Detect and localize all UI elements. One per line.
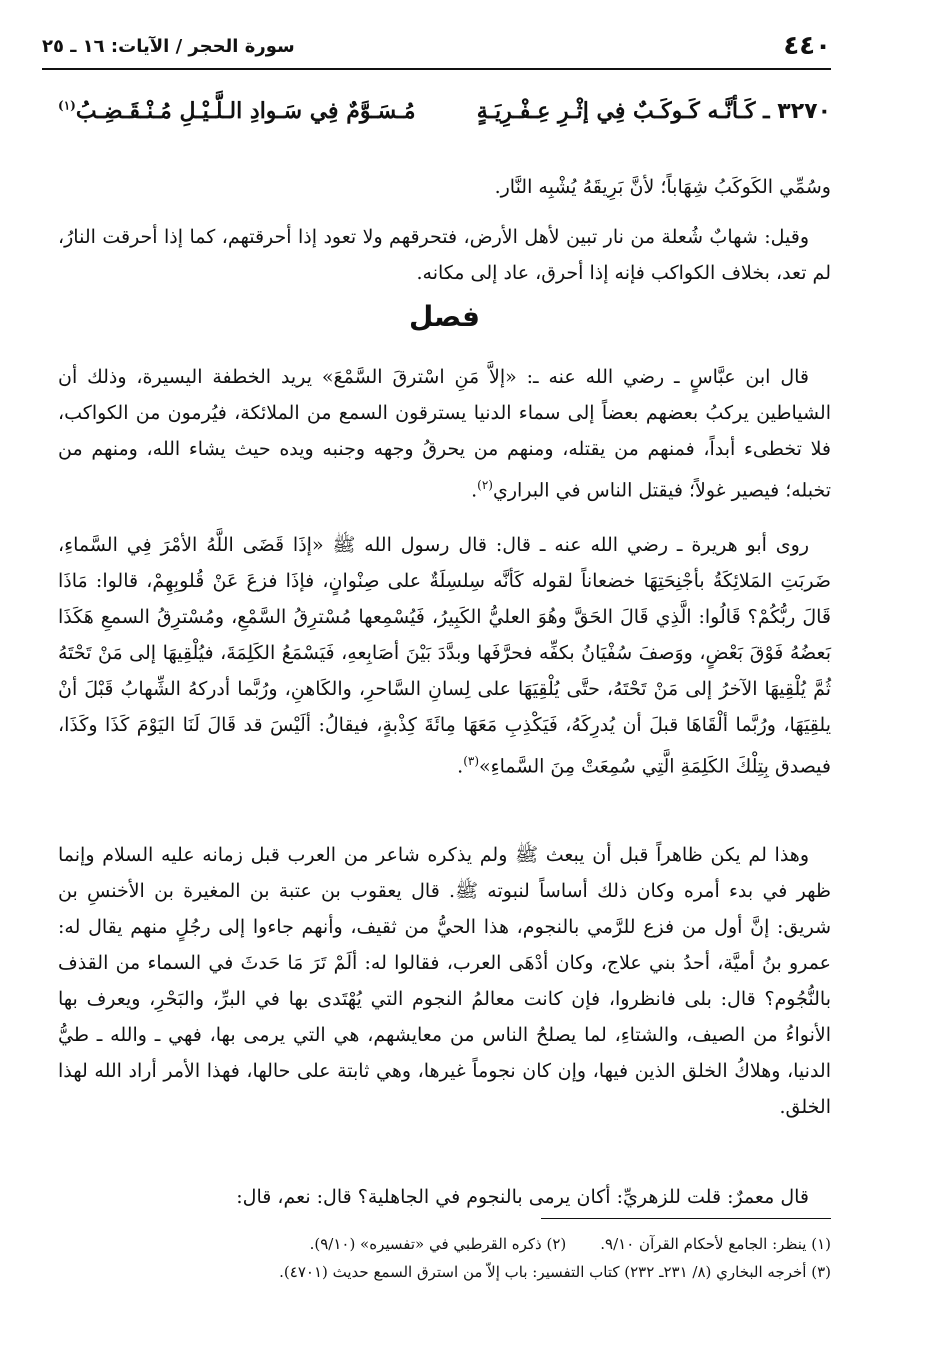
footnote-3: (٣) أخرجه البخاري (٨/ ٢٣١ـ ٢٣٢) كتاب التفسير: باب إلاّ من استرق السمع حديث (٤٧٠١).: [279, 1263, 831, 1281]
footnote-divider: [541, 1218, 831, 1219]
paragraph-end: .: [471, 479, 478, 502]
poetry-verse: [58, 98, 831, 124]
paragraph: وقيل: شهابٌ شُعلة من نار تبين لأهل الأرض، فتحرقهم ولا تعود إذا أحرقتهم، كما إذا أحرقت النارُ، لم تعد، بخلاف الكواكب فإنه إذا أحرق، عاد إلى مكانه.: [58, 226, 831, 284]
verse-first-text: ـ كَـأنَّـه كَـوكَـبٌ فِي إثْـرِ عِـفْـرِيَـةٍ: [476, 98, 770, 124]
footnote-2: (٢) ذكره القرطبي في «تفسيره» (٩/١٠).: [309, 1235, 567, 1253]
paragraph-end: .: [457, 755, 464, 778]
paragraph: [58, 527, 831, 784]
running-head: سورة الحجر / الآيات: ١٦ ـ ٢٥: [42, 35, 295, 57]
verse-second-text: مُـسَـوَّمٌ فِي سَـوادِ الـلَّـيْـلِ مُـنْـقَـضِـبُ: [75, 98, 416, 124]
footnote-line: [58, 1230, 831, 1258]
footnotes: [58, 1230, 831, 1286]
paragraph: وسُمِّي الكَوكَبُ شِهَاباً؛ لأنَّ بَرِيقَهُ يُشْبِه النَّار.: [494, 176, 831, 198]
footnote-ref: (٣): [463, 754, 480, 768]
page-header: [42, 28, 831, 70]
paragraph: قال معمرٌ: قلت للزهريِّ: أكان يرمى بالنجوم في الجاهلية؟ قال: نعم، قال:: [236, 1186, 809, 1208]
paragraph: وهذا لم يكن ظاهراً قبل أن يبعث ﷺ ولم يذكره شاعر من العرب قبل زمانه عليه السلام وإنما ظهر في بدء أمره وكان ذلك أساساً لنبوته ﷺ. قال يعقوب بن عتبة بن المغيرة بن الأخنسِ بن شريق: إنَّ أول من فزع للرَّمي بالنجوم، هذا الحيُّ من ثقيف، وأنهم جاءوا إلى رجُلٍ منهم يقال له: عمرو بنُ أميَّة، أحدُ بني علاج، وكان أدْهَى العرب، فقالوا له: ألَمْ تَرَ مَا حَدثَ في السماء من القذف بالنُّجُوم؟ قال: بلى فانظروا، فإن كانت معالمُ النجوم التي يُهْتَدى بها في البرِّ، والبَحْرِ، ويعرف بها الأنواءُ من الصيف، والشتاءِ، لما يصلحُ الناس من معايشهم، هي التي يرمى بها، فهي ـ والله ـ طيُّ الدنيا، وهلاكُ الخلق الذين فيها، وإن كان نجوماً غيرها، وهي ثابتة على حالها، فهذا الأمر أراد الله لهذا الخلق.: [58, 844, 831, 1118]
verse-number: ٣٢٧٠: [777, 99, 831, 124]
verse-first-hemistich: [477, 98, 831, 124]
footnote-line: [58, 1258, 831, 1286]
paragraph-text: روى أبو هريرة ـ رضي الله عنه ـ قال: قال رسول الله ﷺ «إذَا قَضَى اللَّهُ الأمْرَ فِي السَّماءِ، ضَربَتِ المَلائِكَةُ بأجْنِحَتِهَا خضعاناً لقوله كَأنَّه سِلسِلَةٌ على صِنْوانٍ، فإذَا فزعَ عَنْ قُلوبِهِمْ، قالوا: مَاذَا قَالَ ربُّكُمْ؟ قَالُوا: الَّذِي قَالَ الحَقَّ وهُوَ العليُّ الكَبِيرُ، فَيُسْمِعها مُسْترِقُ السَّمْعِ، ومُسْترِقُ السمعِ هَكَذَا بَعضُهُ فَوْقَ بَعْضٍ، ووَصفَ سُفْيَانُ بكفِّه فحرَّفَها وبدَّدَ بَيْنَ أصَابِعهِ، فَيَسْمَعُ الكَلِمَةَ، فيُلْقِيهَا إلى مَنْ تَحْتَهُ ثُمَّ يُلْقِيهَا الآخرُ إلى مَنْ تَحْتَهُ، حتَّى يُلْقِيَهَا على لِسانِ السَّاحرِ، والكَاهنِ، ورُبَّما أدركهُ الشِّهابُ قَبْلَ أنْ يلقِيَهَا، ورُبَّما ألْقَاهَا قبلَ أن يُدرِكَهُ، فَيَكْذِبِ مَعَهَا مِائَةَ كِذْبةٍ، فيقالُ: ألَيْسَ قد قَالَ لَنَا اليَوْمَ كَذَا وكَذَا، فيصدق بِتِلْكَ الكَلِمَةِ الَّتِي سُمِعَتْ مِنَ السَّماءِ»: [58, 534, 831, 778]
footnote-ref: (١): [58, 98, 76, 113]
page-number: ٤٤٠: [783, 31, 831, 61]
paragraph-text: قال ابن عبَّاسٍ ـ رضي الله عنه ـ: «إلاَّ مَنِ اسْترقَ السَّمْعَ» يريد الخطفة اليسيرة، وذلك أن الشياطين يركبُ بعضهم بعضاً إلى سماء الدنيا يسترقون السمع من الملائكة، فيُرمون من الكواكب، فلا تخطىء أبداً، فمنهم من يقتله، ومنهم من يحرقُ وجهه وجنبه ويده حيث يشاء الله، ومنهم من تخبله؛ فيصير غولاً؛ فيقتل الناس في البراري: [58, 366, 831, 502]
verse-second-hemistich: [58, 98, 416, 124]
paragraph: [58, 359, 831, 508]
section-title: فصل: [409, 300, 480, 333]
footnote-1: (١) ينظر: الجامع لأحكام القرآن ٩/١٠.: [600, 1235, 831, 1253]
footnote-ref: (٢): [477, 478, 493, 492]
